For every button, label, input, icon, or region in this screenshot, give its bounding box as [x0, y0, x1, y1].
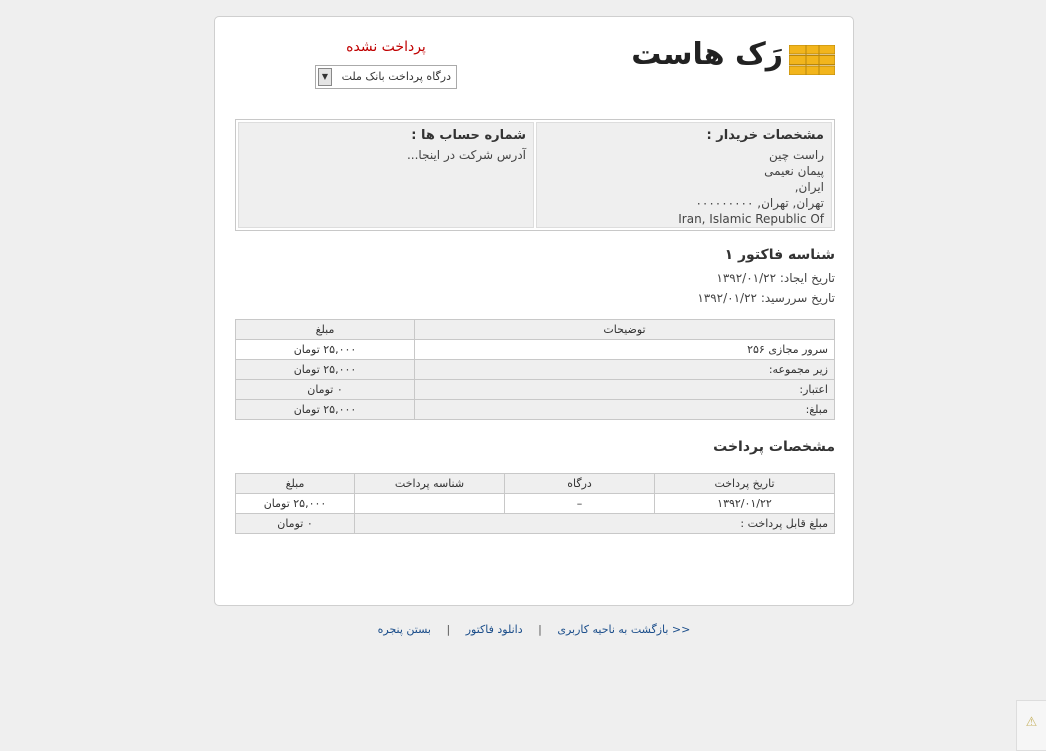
payment-gateway: – [505, 494, 655, 514]
info-panel [235, 119, 835, 231]
column-header: شناسه پرداخت [355, 474, 505, 494]
back-to-client-area-link[interactable]: << بازگشت به ناحیه کاربری [557, 623, 691, 636]
table-row [236, 380, 835, 400]
download-invoice-link[interactable]: دانلود فاکتور [465, 623, 523, 636]
payment-status: پرداخت نشده [346, 39, 426, 55]
table-row [236, 514, 835, 534]
footer-links [214, 623, 854, 636]
buyer-details [536, 122, 832, 228]
chevron-down-icon[interactable]: ▼ [318, 68, 332, 86]
gateway-selected-value: درگاه پرداخت بانک ملت [341, 70, 451, 83]
payment-amount: ۲۵,۰۰۰ تومان [236, 494, 355, 514]
total-label: مبلغ: [415, 400, 835, 420]
item-description: سرور مجازی ۲۵۶ [415, 340, 835, 360]
close-window-link[interactable]: بستن پنجره [377, 623, 431, 636]
table-row [236, 340, 835, 360]
buyer-country-en: Iran, Islamic Republic Of [678, 212, 824, 226]
separator: | [446, 623, 451, 636]
column-header: توضیحات [415, 320, 835, 340]
accounts-title: شماره حساب ها : [411, 128, 526, 143]
table-header-row [236, 320, 835, 340]
balance-label: مبلغ قابل پرداخت : [355, 514, 835, 534]
buyer-city: تهران, تهران, ۰۰۰۰۰۰۰۰۰ [695, 196, 824, 210]
server-stack-icon [789, 45, 835, 75]
separator: | [538, 623, 542, 636]
invoice-card [214, 16, 854, 606]
table-header-row [236, 474, 835, 494]
invoice-title: شناسه فاکتور ۱ [724, 247, 835, 263]
balance-value: ۰ تومان [236, 514, 355, 534]
warning-icon[interactable]: ⚠ [1016, 700, 1046, 751]
payment-id [355, 494, 505, 514]
table-row [236, 494, 835, 514]
column-header: مبلغ [236, 474, 355, 494]
column-header: مبلغ [236, 320, 415, 340]
gateway-select[interactable] [315, 65, 457, 89]
column-header: تاریخ پرداخت [655, 474, 835, 494]
table-row [236, 400, 835, 420]
table-row [236, 360, 835, 380]
items-table [235, 319, 835, 420]
credit-value: ۰ تومان [236, 380, 415, 400]
item-amount: ۲۵,۰۰۰ تومان [236, 340, 415, 360]
invoice-due-date: تاریخ سررسید: ۱۳۹۲/۰۱/۲۲ [697, 291, 835, 305]
column-header: درگاه [505, 474, 655, 494]
buyer-name: راست چین [769, 148, 824, 162]
buyer-contact: پیمان نعیمی [764, 164, 824, 178]
credit-label: اعتبار: [415, 380, 835, 400]
total-value: ۲۵,۰۰۰ تومان [236, 400, 415, 420]
buyer-title: مشخصات خریدار : [706, 128, 824, 143]
payment-date: ۱۳۹۲/۰۱/۲۲ [655, 494, 835, 514]
buyer-country-fa: ایران, [794, 180, 824, 194]
payments-table [235, 473, 835, 534]
company-address: آدرس شرکت در اینجا... [406, 148, 526, 162]
subtotal-value: ۲۵,۰۰۰ تومان [236, 360, 415, 380]
payments-title: مشخصات پرداخت [713, 439, 835, 455]
account-details [238, 122, 534, 228]
logo-text: رَک هاست [631, 37, 783, 72]
logo[interactable] [631, 37, 835, 77]
invoice-created-date: تاریخ ایجاد: ۱۳۹۲/۰۱/۲۲ [716, 271, 835, 285]
subtotal-label: زیر مجموعه: [415, 360, 835, 380]
